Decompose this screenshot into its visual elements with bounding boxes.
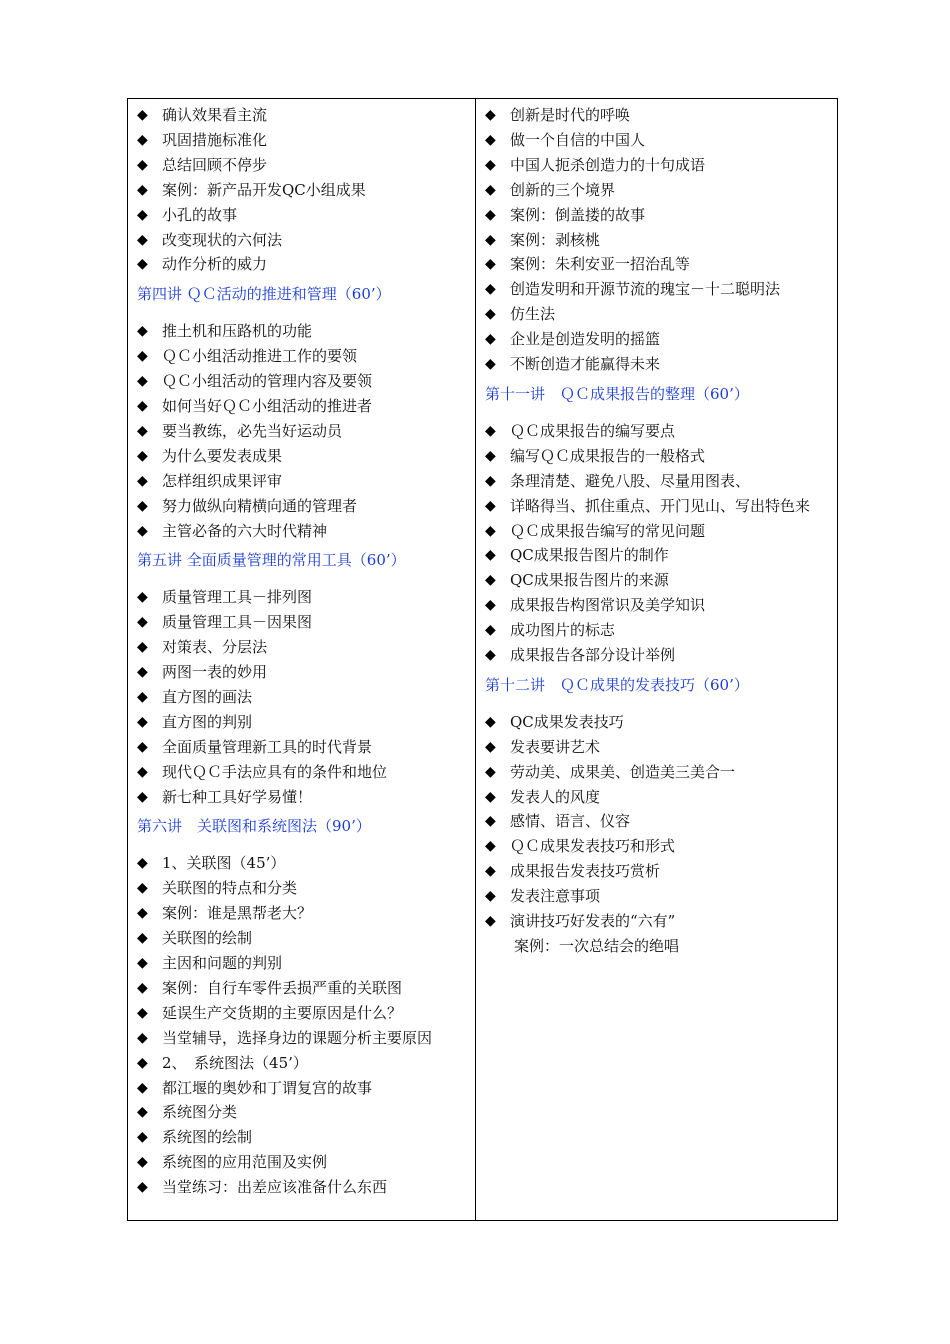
diamond-bullet-icon: ◆ bbox=[485, 838, 496, 855]
list-item-text: 成果报告各部分设计举例 bbox=[510, 646, 676, 665]
list-item bbox=[128, 1125, 475, 1150]
list-item bbox=[476, 352, 837, 377]
diamond-bullet-icon: ◆ bbox=[137, 373, 148, 390]
lecture-4-heading: 第四讲 ＱＣ活动的推进和管理（60’） bbox=[137, 285, 391, 304]
list-item-text: 直方图的画法 bbox=[162, 687, 253, 706]
list-item bbox=[476, 909, 837, 934]
diamond-bullet-icon: ◆ bbox=[485, 738, 496, 755]
diamond-bullet-icon: ◆ bbox=[485, 231, 496, 248]
diamond-bullet-icon: ◆ bbox=[137, 397, 148, 414]
lecture-11-list bbox=[476, 419, 837, 668]
list-item bbox=[476, 735, 837, 760]
list-item bbox=[476, 785, 837, 810]
list-item bbox=[476, 519, 837, 544]
diamond-bullet-icon: ◆ bbox=[137, 348, 148, 365]
list-item bbox=[476, 543, 837, 568]
list-item-text: QC成果发表技巧 bbox=[510, 712, 624, 731]
list-item-text: 做一个自信的中国人 bbox=[510, 130, 646, 149]
list-item-text: 系统图分类 bbox=[162, 1103, 238, 1122]
diamond-bullet-icon: ◆ bbox=[137, 1054, 148, 1071]
list-item bbox=[128, 876, 475, 901]
list-item-text: 创新的三个境界 bbox=[510, 180, 616, 199]
list-item bbox=[128, 103, 475, 128]
list-item bbox=[476, 568, 837, 593]
list-item bbox=[128, 610, 475, 635]
list-item bbox=[128, 901, 475, 926]
case-note: 案例：一次总结会的绝唱 bbox=[514, 937, 680, 955]
list-item-text: QC成果报告图片的来源 bbox=[510, 571, 669, 590]
list-item-text: 关联图的特点和分类 bbox=[162, 879, 298, 898]
list-item-text: 小孔的故事 bbox=[162, 205, 238, 224]
list-item bbox=[128, 926, 475, 951]
list-item bbox=[476, 809, 837, 834]
lecture-5-list bbox=[128, 585, 475, 809]
diamond-bullet-icon: ◆ bbox=[485, 788, 496, 805]
diamond-bullet-icon: ◆ bbox=[137, 1129, 148, 1146]
diamond-bullet-icon: ◆ bbox=[137, 589, 148, 606]
list-item-text: 案例：朱利安亚一招治乱等 bbox=[510, 255, 691, 274]
diamond-bullet-icon: ◆ bbox=[485, 281, 496, 298]
list-item bbox=[128, 851, 475, 876]
list-item-text: ＱＣ小组活动的管理内容及要领 bbox=[162, 372, 373, 391]
right-column bbox=[476, 99, 837, 1220]
content-table bbox=[127, 98, 838, 1221]
diamond-bullet-icon: ◆ bbox=[137, 763, 148, 780]
diamond-bullet-icon: ◆ bbox=[137, 905, 148, 922]
diamond-bullet-icon: ◆ bbox=[137, 323, 148, 340]
list-item bbox=[476, 128, 837, 153]
list-item bbox=[128, 252, 475, 277]
list-item-text: 新七种工具好学易懂！ bbox=[162, 787, 313, 806]
list-item-text: 编写ＱＣ成果报告的一般格式 bbox=[510, 446, 706, 465]
diamond-bullet-icon: ◆ bbox=[137, 181, 148, 198]
list-item bbox=[128, 1026, 475, 1051]
diamond-bullet-icon: ◆ bbox=[137, 1154, 148, 1171]
list-item-text: 企业是创造发明的摇篮 bbox=[510, 330, 661, 349]
diamond-bullet-icon: ◆ bbox=[485, 647, 496, 664]
list-item-text: 不断创造才能赢得未来 bbox=[510, 355, 661, 374]
list-item-text: 案例：新产品开发QC小组成果 bbox=[162, 180, 366, 199]
list-item bbox=[128, 469, 475, 494]
list-item bbox=[128, 735, 475, 760]
list-item bbox=[128, 319, 475, 344]
list-item-text: 系统图的绘制 bbox=[162, 1128, 253, 1147]
list-item bbox=[128, 1051, 475, 1076]
list-item-text: 推土机和压路机的功能 bbox=[162, 322, 313, 341]
diamond-bullet-icon: ◆ bbox=[137, 256, 148, 273]
list-item-text: 感情、语言、仪容 bbox=[510, 812, 631, 831]
diamond-bullet-icon: ◆ bbox=[137, 156, 148, 173]
diamond-bullet-icon: ◆ bbox=[485, 306, 496, 323]
diamond-bullet-icon: ◆ bbox=[485, 713, 496, 730]
diamond-bullet-icon: ◆ bbox=[137, 107, 148, 123]
list-item bbox=[128, 228, 475, 253]
right-block-1 bbox=[476, 103, 837, 377]
diamond-bullet-icon: ◆ bbox=[485, 597, 496, 614]
list-item bbox=[128, 369, 475, 394]
list-item bbox=[476, 710, 837, 735]
list-item-text: 劳动美、成果美、创造美三美合一 bbox=[510, 762, 736, 781]
list-item-text: 怎样组织成果评审 bbox=[162, 471, 283, 490]
list-item bbox=[128, 785, 475, 810]
list-item bbox=[128, 344, 475, 369]
list-item-text: 当堂辅导，选择身边的课题分析主要原因 bbox=[162, 1028, 433, 1047]
diamond-bullet-icon: ◆ bbox=[137, 713, 148, 730]
diamond-bullet-icon: ◆ bbox=[485, 131, 496, 148]
list-item-text: 总结回顾不停步 bbox=[162, 155, 268, 174]
list-item bbox=[128, 1150, 475, 1175]
list-item bbox=[128, 760, 475, 785]
list-item bbox=[476, 618, 837, 643]
diamond-bullet-icon: ◆ bbox=[137, 422, 148, 439]
list-item bbox=[476, 103, 837, 128]
list-item-text: 创造发明和开源节流的瑰宝－十二聪明法 bbox=[510, 280, 781, 299]
list-item-text: 直方图的判别 bbox=[162, 712, 253, 731]
lecture-4-list bbox=[128, 319, 475, 543]
list-item bbox=[476, 302, 837, 327]
list-item-text: 中国人扼杀创造力的十句成语 bbox=[510, 155, 706, 174]
diamond-bullet-icon: ◆ bbox=[137, 855, 148, 872]
list-item-text: 发表要讲艺术 bbox=[510, 737, 601, 756]
list-item bbox=[128, 710, 475, 735]
list-item-text: 条理清楚、避免八股、尽量用图表、 bbox=[510, 471, 751, 490]
diamond-bullet-icon: ◆ bbox=[485, 472, 496, 489]
list-item bbox=[476, 859, 837, 884]
list-item-text: 巩固措施标准化 bbox=[162, 130, 268, 149]
diamond-bullet-icon: ◆ bbox=[137, 979, 148, 996]
diamond-bullet-icon: ◆ bbox=[485, 107, 496, 123]
list-item-text: 案例：自行车零件丢损严重的关联图 bbox=[162, 978, 403, 997]
diamond-bullet-icon: ◆ bbox=[485, 763, 496, 780]
lecture-12-heading: 第十二讲 ＱＣ成果的发表技巧（60’） bbox=[485, 675, 749, 694]
list-item-text: 创新是时代的呼唤 bbox=[510, 106, 631, 124]
list-item-text: 演讲技巧好发表的“六有” bbox=[510, 912, 676, 931]
left-block-1 bbox=[128, 103, 475, 277]
list-item bbox=[128, 1175, 475, 1200]
diamond-bullet-icon: ◆ bbox=[137, 522, 148, 539]
list-item-text: 全面质量管理新工具的时代背景 bbox=[162, 737, 373, 756]
list-item-text: 成果报告构图常识及美学知识 bbox=[510, 596, 706, 615]
list-item bbox=[476, 593, 837, 618]
list-item-text: 对策表、分层法 bbox=[162, 638, 268, 657]
list-item bbox=[476, 760, 837, 785]
diamond-bullet-icon: ◆ bbox=[137, 688, 148, 705]
diamond-bullet-icon: ◆ bbox=[137, 788, 148, 805]
diamond-bullet-icon: ◆ bbox=[485, 156, 496, 173]
list-item-text: 当堂练习：出差应该准备什么东西 bbox=[162, 1178, 388, 1197]
list-item-text: 主管必备的六大时代精神 bbox=[162, 521, 328, 540]
diamond-bullet-icon: ◆ bbox=[137, 497, 148, 514]
list-item bbox=[128, 951, 475, 976]
list-item-text: 如何当好ＱＣ小组活动的推进者 bbox=[162, 396, 373, 415]
list-item-text: 主因和问题的判别 bbox=[162, 954, 283, 972]
lecture-6-heading: 第六讲 关联图和系统图法（90’） bbox=[137, 817, 371, 836]
list-item-text: 1、关联图（45’） bbox=[162, 854, 286, 873]
diamond-bullet-icon: ◆ bbox=[485, 913, 496, 930]
list-item-text: 成功图片的标志 bbox=[510, 621, 616, 640]
list-item-text: 系统图的应用范围及实例 bbox=[162, 1153, 328, 1172]
diamond-bullet-icon: ◆ bbox=[137, 206, 148, 223]
diamond-bullet-icon: ◆ bbox=[485, 813, 496, 830]
lecture-12-list bbox=[476, 710, 837, 934]
diamond-bullet-icon: ◆ bbox=[137, 472, 148, 489]
list-item bbox=[476, 277, 837, 302]
list-item-text: 质量管理工具－排列图 bbox=[162, 588, 313, 607]
diamond-bullet-icon: ◆ bbox=[137, 639, 148, 656]
list-item bbox=[476, 884, 837, 909]
list-item-text: 确认效果看主流 bbox=[162, 106, 268, 124]
list-item-text: 动作分析的威力 bbox=[162, 255, 268, 274]
diamond-bullet-icon: ◆ bbox=[137, 1004, 148, 1021]
list-item-text: 都江堰的奥妙和丁谓复宫的故事 bbox=[162, 1078, 373, 1097]
list-item-text: 为什么要发表成果 bbox=[162, 446, 283, 465]
list-item bbox=[476, 469, 837, 494]
diamond-bullet-icon: ◆ bbox=[485, 356, 496, 373]
diamond-bullet-icon: ◆ bbox=[137, 738, 148, 755]
list-item-text: 2、 系统图法（45’） bbox=[162, 1053, 308, 1072]
list-item bbox=[128, 519, 475, 544]
list-item-text: 案例：倒盖搂的故事 bbox=[510, 205, 646, 224]
list-item-text: ＱＣ小组活动推进工作的要领 bbox=[162, 347, 358, 366]
list-item-text: 关联图的绘制 bbox=[162, 929, 253, 948]
list-item-text: 案例：剥核桃 bbox=[510, 230, 601, 249]
list-item-text: 详略得当、抓住重点、开门见山、写出特色来 bbox=[510, 496, 811, 515]
list-item bbox=[476, 444, 837, 469]
lecture-11-heading: 第十一讲 ＱＣ成果报告的整理（60’） bbox=[485, 384, 749, 403]
list-item bbox=[128, 419, 475, 444]
diamond-bullet-icon: ◆ bbox=[485, 331, 496, 348]
list-item bbox=[128, 1076, 475, 1101]
lecture-6-list bbox=[128, 851, 475, 1200]
list-item bbox=[128, 494, 475, 519]
diamond-bullet-icon: ◆ bbox=[137, 614, 148, 631]
diamond-bullet-icon: ◆ bbox=[485, 256, 496, 273]
list-item bbox=[476, 178, 837, 203]
list-item-text: 两图一表的妙用 bbox=[162, 663, 268, 682]
list-item-text: ＱＣ成果发表技巧和形式 bbox=[510, 837, 676, 856]
list-item bbox=[476, 228, 837, 253]
list-item-text: 努力做纵向精横向通的管理者 bbox=[162, 496, 358, 515]
list-item-text: 延误生产交货期的主要原因是什么？ bbox=[162, 1003, 403, 1022]
list-item bbox=[128, 444, 475, 469]
diamond-bullet-icon: ◆ bbox=[137, 1104, 148, 1121]
list-item bbox=[476, 203, 837, 228]
list-item-text: 要当教练，必先当好运动员 bbox=[162, 421, 343, 440]
list-item bbox=[476, 643, 837, 668]
list-item-text: 成果报告发表技巧赏析 bbox=[510, 862, 661, 881]
list-item bbox=[476, 834, 837, 859]
list-item bbox=[128, 394, 475, 419]
diamond-bullet-icon: ◆ bbox=[137, 1079, 148, 1096]
list-item bbox=[128, 585, 475, 610]
list-item-text: QC成果报告图片的制作 bbox=[510, 546, 669, 565]
list-item-text: 改变现状的六何法 bbox=[162, 230, 283, 249]
list-item-text: 发表人的风度 bbox=[510, 787, 601, 806]
list-item-text: 发表注意事项 bbox=[510, 887, 601, 906]
list-item bbox=[128, 635, 475, 660]
diamond-bullet-icon: ◆ bbox=[137, 880, 148, 897]
list-item bbox=[128, 685, 475, 710]
list-item bbox=[476, 494, 837, 519]
diamond-bullet-icon: ◆ bbox=[485, 547, 496, 564]
list-item bbox=[128, 660, 475, 685]
diamond-bullet-icon: ◆ bbox=[485, 497, 496, 514]
list-item bbox=[476, 153, 837, 178]
list-item-text: 质量管理工具－因果图 bbox=[162, 613, 313, 632]
list-item-text: 仿生法 bbox=[510, 305, 556, 324]
list-item-text: ＱＣ成果报告的编写要点 bbox=[510, 421, 676, 440]
diamond-bullet-icon: ◆ bbox=[137, 1179, 148, 1196]
lecture-5-heading: 第五讲 全面质量管理的常用工具（60’） bbox=[137, 551, 406, 570]
list-item bbox=[128, 203, 475, 228]
diamond-bullet-icon: ◆ bbox=[485, 522, 496, 539]
diamond-bullet-icon: ◆ bbox=[137, 664, 148, 681]
diamond-bullet-icon: ◆ bbox=[137, 231, 148, 248]
list-item bbox=[128, 128, 475, 153]
list-item bbox=[476, 327, 837, 352]
diamond-bullet-icon: ◆ bbox=[485, 422, 496, 439]
diamond-bullet-icon: ◆ bbox=[485, 181, 496, 198]
diamond-bullet-icon: ◆ bbox=[137, 447, 148, 464]
diamond-bullet-icon: ◆ bbox=[137, 955, 148, 971]
list-item bbox=[128, 1100, 475, 1125]
diamond-bullet-icon: ◆ bbox=[485, 572, 496, 589]
diamond-bullet-icon: ◆ bbox=[137, 930, 148, 947]
list-item-text: 案例：谁是黑帮老大？ bbox=[162, 904, 313, 923]
left-column bbox=[128, 99, 476, 1220]
list-item bbox=[128, 178, 475, 203]
diamond-bullet-icon: ◆ bbox=[485, 888, 496, 905]
diamond-bullet-icon: ◆ bbox=[485, 206, 496, 223]
list-item bbox=[128, 976, 475, 1001]
list-item bbox=[128, 153, 475, 178]
list-item bbox=[476, 419, 837, 444]
diamond-bullet-icon: ◆ bbox=[137, 131, 148, 148]
list-item-text: 现代ＱＣ手法应具有的条件和地位 bbox=[162, 762, 388, 781]
list-item bbox=[476, 252, 837, 277]
list-item bbox=[128, 1001, 475, 1026]
diamond-bullet-icon: ◆ bbox=[485, 447, 496, 464]
list-item-text: ＱＣ成果报告编写的常见问题 bbox=[510, 521, 706, 540]
diamond-bullet-icon: ◆ bbox=[485, 622, 496, 639]
diamond-bullet-icon: ◆ bbox=[137, 1029, 148, 1046]
diamond-bullet-icon: ◆ bbox=[485, 863, 496, 880]
